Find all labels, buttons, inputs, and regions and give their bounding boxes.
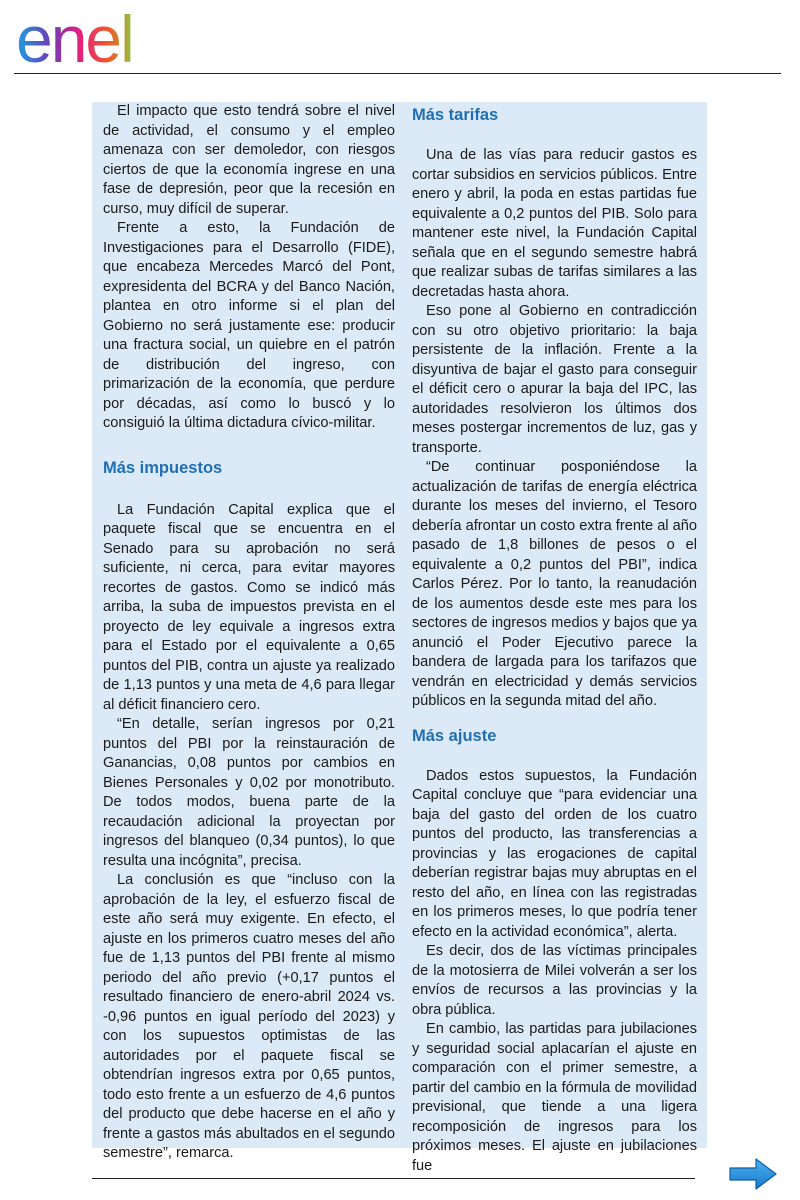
paragraph: La conclusión es que “incluso con la aprobación de la ley, el esfuerzo fiscal de este año será muy exigente. En efecto, el ajuste en los primeros cuatro meses del año fue de 1,13 puntos del PBI frente al mismo periodo del año previo (+0,17 puntos el resultado financiero de enero-abril 2024 vs. -0,96 puntos en igual período del 2023) y con los supuestos optimistas de las autoridades por el paquete fiscal se obtendrían ingresos extra por 0,65 puntos, todo esto frente a un esfuerzo de 4,6 puntos del producto que debe hacerse en el año y frente a gastos más abultados en el segundo semestre”, remarca. bbox=[103, 872, 395, 1161]
header-divider bbox=[14, 73, 781, 74]
paragraph: Eso pone al Gobierno en contradicción con su otro objetivo prioritario: la baja persistente de la inflación. Frente a la disyuntiva de bajar el gasto para conseguir el déficit cero o apurar la baja del IPC, las autoridades resolvieron los últimos dos meses postergar incrementos de luz, gas y transporte. bbox=[412, 303, 697, 456]
section-heading-ajuste: Más ajuste bbox=[412, 726, 497, 745]
section-heading-tarifas: Más tarifas bbox=[412, 106, 499, 124]
paragraph: Frente a esto, la Fundación de Investigaciones para el Desarrollo (FIDE), que encabeza Mercedes Marcó del Pont, expresidenta del BCRA y del Banco Nación, plantea en otro informe si el plan del Gobierno no será justamente ese: producir una fractura social, un quiebre en el patrón de distribución del ingreso, con primarización de la economía, que perdure por décadas, así como lo buscó y lo consiguió la última dictadura cívico-militar. bbox=[103, 220, 395, 431]
paragraph: Es decir, dos de las víctimas principales de la motosierra de Milei volverán a ser los envíos de recursos a las provincias y la obra pública. bbox=[412, 943, 697, 1018]
section-heading-impuestos: Más impuestos bbox=[103, 458, 223, 477]
paragraph: En cambio, las partidas para jubilaciones y seguridad social aplacarían el ajuste en comparación con el primer semestre, a partir del cambio en la fórmula de movilidad previsional, que tiende a una ligera recomposición de ingresos para los próximos meses. El ajuste en jubilaciones fue bbox=[412, 1021, 697, 1174]
enel-logo bbox=[14, 4, 184, 72]
paragraph: “De continuar posponiéndose la actualización de tarifas de energía eléctrica durante los meses del invierno, el Tesoro debería afrontar un costo extra frente al año pasado de 1,8 billones de pesos o el equivalente a 0,2 puntos del PBI”, indica Carlos Pérez. Por lo tanto, la reanudación de los aumentos desde este mes para los sectores de ingresos medios y bajos que ya anunció el Poder Ejecutivo parece la bandera de largada para los tarifazos que vendrán en electricidad y demás servicios públicos en la segunda mitad del año. bbox=[412, 459, 697, 709]
arrow-right-icon[interactable] bbox=[728, 1157, 778, 1191]
paragraph: “En detalle, serían ingresos por 0,21 puntos del PBI por la reinstauración de Ganancias, 0,08 puntos por cambios en Bienes Personales y 0,02 por monotributo. De todos modos, buena parte de la recaudación adicional la proyectan por ingresos del blanqueo (0,34 puntos), lo que resulta una incógnita”, precisa. bbox=[103, 716, 395, 869]
paragraph: Una de las vías para reducir gastos es cortar subsidios en servicios públicos. Entre enero y abril, la poda en estas partidas fue equivalente a 0,2 puntos del PIB. Solo para mantener este nivel, la Fundación Capital señala que en el segundo semestre habrá que realizar subas de tarifas similares a las decretadas hasta ahora. bbox=[412, 147, 697, 300]
article-right-column bbox=[412, 104, 697, 1176]
paragraph: Dados estos supuestos, la Fundación Capital concluye que “para evidenciar una baja del gasto del orden de los cuatro puntos del producto, las transferencias a provincias y las erogaciones de capital deberían registrar bajas muy abruptas en el resto del año, en línea con las registradas en los primeros meses, lo que podría tener efecto en la actividad económica”, alerta. bbox=[412, 767, 697, 940]
footer-divider bbox=[92, 1178, 695, 1179]
paragraph: La Fundación Capital explica que el paquete fiscal que se encuentra en el Senado para su aprobación no será suficiente, ni cerca, para evitar mayores recortes de gastos. Como se indicó más arriba, la suba de impuestos prevista en el proyecto de ley equivale a ingresos extra para el Estado por el equivalente a 0,65 puntos del PIB, contra un ajuste ya realizado de 1,13 puntos y una meta de 4,6 para llegar al déficit financiero cero. bbox=[103, 501, 395, 713]
paragraph: El impacto que esto tendrá sobre el nivel de actividad, el consumo y el empleo amenaza con ser demoledor, con riesgos ciertos de que la economía ingrese en una fase de depresión, peor que la recesión en curso, muy difícil de superar. bbox=[103, 103, 395, 217]
article-left-column bbox=[103, 102, 395, 1164]
logo-text: enel bbox=[16, 4, 133, 72]
